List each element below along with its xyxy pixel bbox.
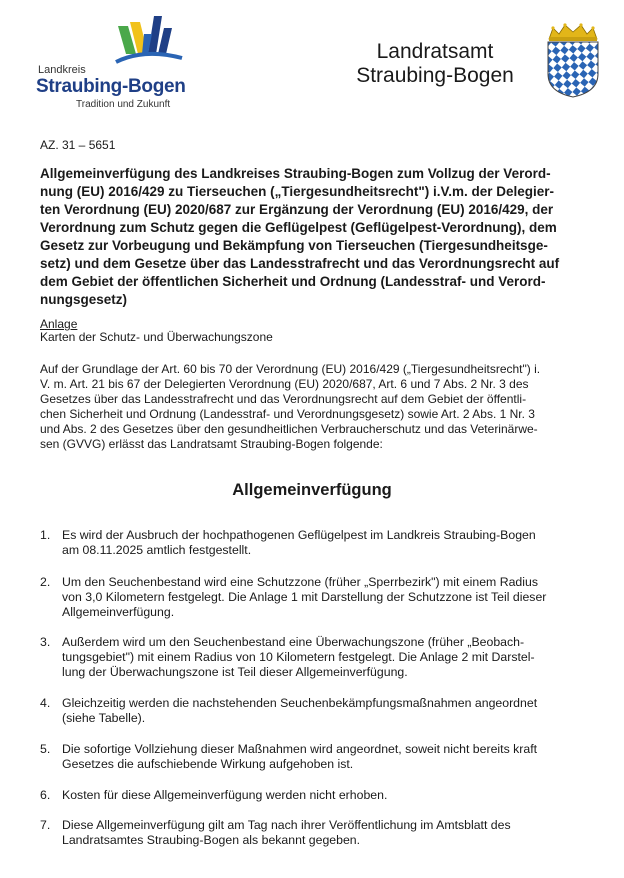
list-item-line: lung der Überwachungszone ist Teil dieser Allgemeinverfügung. (62, 665, 408, 679)
list-item-line: Landratsamtes Straubing-Bogen als bekannt gegeben. (62, 833, 361, 847)
list-item-text (62, 818, 595, 848)
list-item-number: 4. (40, 696, 51, 710)
list-item-line: Diese Allgemeinverfügung gilt am Tag nach ihrer Veröffentlichung im Amtsblatt des (62, 818, 511, 832)
list-item-line: Außerdem wird um den Seuchenbestand eine Überwachungszone (früher „Beobach- (62, 635, 525, 649)
list-item-line: von 3,0 Kilometern festgelegt. Die Anlage 1 mit Darstellung der Schutzzone ist Teil dieser (62, 590, 547, 604)
title-line: nung (EU) 2016/429 zu Tierseuchen („Tiergesundheitsrecht") i.V.m. der Delegier- (40, 184, 555, 199)
reference-number: AZ. 31 – 5651 (40, 138, 116, 152)
list-item-text (62, 635, 595, 680)
annex-label: Anlage (40, 317, 78, 331)
list-item-number: 2. (40, 575, 51, 589)
title-line: nungsgesetz) (40, 292, 128, 307)
title-line: dem Gebiet der öffentlichen Sicherheit und Ordnung (Landesstraf- und Verord- (40, 274, 546, 289)
list-item-number: 7. (40, 818, 51, 832)
list-item-line: Allgemeinverfügung. (62, 605, 175, 619)
list-item-line: am 08.11.2025 amtlich festgestellt. (62, 543, 252, 557)
bavarian-coat-of-arms-icon (545, 22, 601, 98)
list-item-text (62, 696, 595, 726)
title-line: Verordnung zum Schutz gegen die Geflügelpest (Geflügelpest-Verordnung), dem (40, 220, 557, 235)
intro-line: chen Sicherheit und Ordnung (Landesstraf- und Verordnungsgesetz) sowie Art. 2 Abs. 1 Nr. 3 (40, 407, 535, 421)
office-name-line1: Landratsamt (376, 40, 494, 63)
list-item-line: Gesetzes die aufschiebende Wirkung aufgehoben ist. (62, 757, 354, 771)
title-line: ten Verordnung (EU) 2020/687 zur Ergänzung der Verordnung (EU) 2016/429, der (40, 202, 554, 217)
list-item-number: 3. (40, 635, 51, 649)
annex-description: Karten der Schutz- und Überwachungszone (40, 330, 273, 344)
list-item-text (62, 575, 595, 620)
list-item-line: Die sofortige Vollziehung dieser Maßnahmen wird angeordnet, soweit nicht bereits kraft (62, 742, 538, 756)
list-item-line: Es wird der Ausbruch der hochpathogenen Geflügelpest im Landkreis Straubing-Bogen (62, 528, 536, 542)
list-item-text (62, 528, 595, 558)
section-heading: Allgemeinverfügung (232, 481, 392, 499)
list-item-text (62, 788, 595, 803)
list-item-line: (siehe Tabelle). (62, 711, 146, 725)
district-logo-icon (114, 14, 184, 72)
office-name-line2: Straubing-Bogen (356, 64, 514, 87)
intro-line: und Abs. 2 des Gesetzes über den gesundheitlichen Verbraucherschutz und das Veterinärwe- (40, 422, 538, 436)
title-line: Allgemeinverfügung des Landkreises Straubing-Bogen zum Vollzug der Verord- (40, 166, 551, 181)
list-item-line: Kosten für diese Allgemeinverfügung werden nicht erhoben. (62, 788, 388, 802)
list-item-text (62, 742, 595, 772)
list-item-line: Um den Seuchenbestand wird eine Schutzzone (früher „Sperrbezirk") mit einem Radius (62, 575, 538, 589)
logo-tagline: Tradition und Zukunft (76, 99, 171, 110)
list-item-number: 6. (40, 788, 51, 802)
list-item-line: tungsgebiet") mit einem Radius von 10 Kilometern festgelegt. Die Anlage 2 mit Darstel- (62, 650, 535, 664)
district-logo (36, 14, 206, 114)
title-line: Gesetz zur Vorbeugung und Bekämpfung von Tierseuchen (Tiergesundheitsge- (40, 238, 548, 253)
intro-line: V. m. Art. 21 bis 67 der Delegierten Verordnung (EU) 2020/687, Art. 6 und 7 Abs. 2 Nr. 3 des (40, 377, 529, 391)
logo-kicker: Landkreis (38, 64, 86, 76)
list-item-number: 5. (40, 742, 51, 756)
office-name (330, 40, 540, 88)
list-item-number: 1. (40, 528, 51, 542)
document-title (40, 165, 595, 309)
logo-district-name: Straubing-Bogen (36, 76, 186, 97)
list-item-line: Gleichzeitig werden die nachstehenden Seuchenbekämpfungsmaßnahmen angeordnet (62, 696, 538, 710)
intro-line: Gesetzes über das Landesstrafrecht und das Verordnungsrecht auf dem Gebiet der öffentli- (40, 392, 527, 406)
legal-basis-paragraph (40, 362, 595, 452)
title-line: setz) und dem Gesetze über das Landesstrafrecht und das Verordnungsrecht auf (40, 256, 560, 271)
intro-line: sen (GVVG) erlässt das Landratsamt Straubing-Bogen folgende: (40, 437, 383, 451)
intro-line: Auf der Grundlage der Art. 60 bis 70 der Verordnung (EU) 2016/429 („Tiergesundheitsrecht") i. (40, 362, 541, 376)
